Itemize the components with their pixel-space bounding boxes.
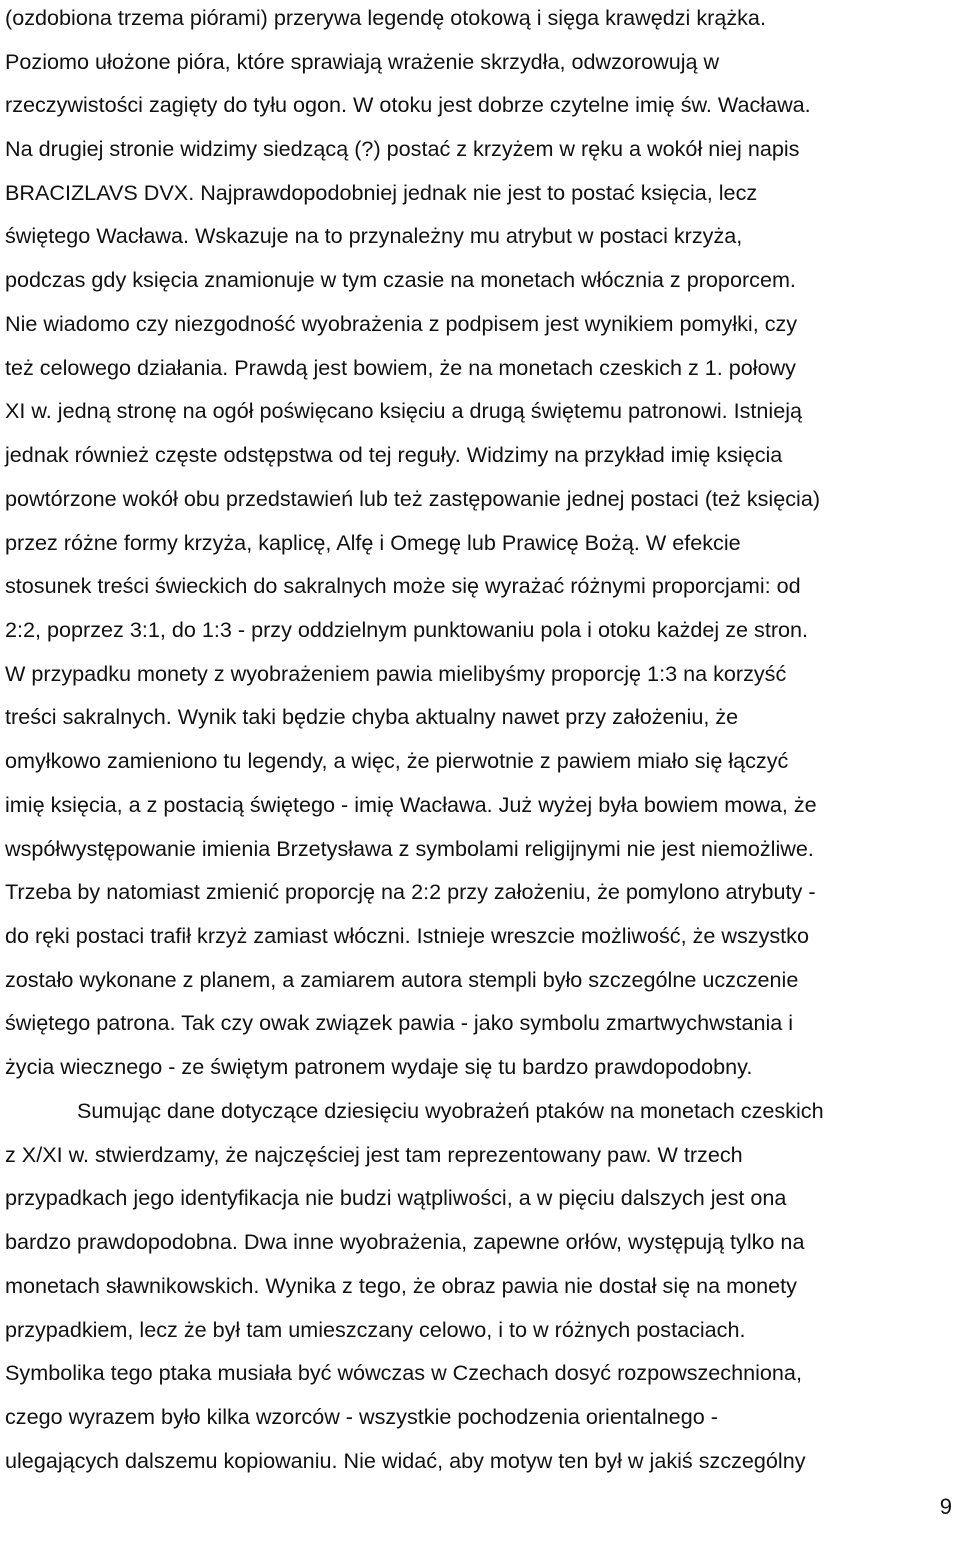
- text-line: świętego patrona. Tak czy owak związek pawia - jako symbolu zmartwychwstania i: [5, 1010, 794, 1035]
- text-line: stosunek treści świeckich do sakralnych może się wyrażać różnymi proporcjami: od: [5, 573, 801, 598]
- text-line: przypadkach jego identyfikacja nie budzi wątpliwości, a w pięciu dalszych jest ona: [5, 1185, 787, 1210]
- text-line: rzeczywistości zagięty do tyłu ogon. W otoku jest dobrze czytelne imię św. Wacława.: [5, 92, 811, 117]
- text-line: omyłkowo zamieniono tu legendy, a więc, że pierwotnie z pawiem miało się łączyć: [5, 748, 789, 773]
- text-line: przez różne formy krzyża, kaplicę, Alfę i Omegę lub Prawicę Bożą. W efekcie: [5, 530, 741, 555]
- text-line: Symbolika tego ptaka musiała być wówczas w Czechach dosyć rozpowszechniona,: [5, 1360, 802, 1385]
- text-line: współwystępowanie imienia Brzetysława z symbolami religijnymi nie jest niemożliwe.: [5, 836, 814, 861]
- text-line: ulegających dalszemu kopiowaniu. Nie widać, aby motyw ten był w jakiś szczególny: [5, 1448, 806, 1473]
- text-line: Na drugiej stronie widzimy siedzącą (?) postać z krzyżem w ręku a wokół niej napis: [5, 136, 800, 161]
- text-line: życia wiecznego - ze świętym patronem wydaje się tu bardzo prawdopodobny.: [5, 1054, 753, 1079]
- text-line: W przypadku monety z wyobrażeniem pawia mielibyśmy proporcję 1:3 na korzyść: [5, 661, 787, 686]
- text-line: przypadkiem, lecz że był tam umieszczany celowo, i to w różnych postaciach.: [5, 1317, 746, 1342]
- text-line: imię księcia, a z postacią świętego - imię Wacława. Już wyżej była bowiem mowa, że: [5, 792, 817, 817]
- text-line: monetach sławnikowskich. Wynika z tego, że obraz pawia nie dostał się na monety: [5, 1273, 797, 1298]
- text-line: zostało wykonane z planem, a zamiarem autora stempli było szczególne uczczenie: [5, 967, 799, 992]
- text-line: Poziomo ułożone pióra, które sprawiają wrażenie skrzydła, odwzorowują w: [5, 49, 720, 74]
- text-line: Sumując dane dotyczące dziesięciu wyobrażeń ptaków na monetach czeskich: [77, 1098, 824, 1123]
- page-number: 9: [939, 1494, 952, 1519]
- text-line: BRACIZLAVS DVX. Najprawdopodobniej jednak nie jest to postać księcia, lecz: [5, 180, 758, 205]
- text-line: z X/XI w. stwierdzamy, że najczęściej jest tam reprezentowany paw. W trzech: [5, 1142, 743, 1167]
- text-line: XI w. jedną stronę na ogół poświęcano księciu a drugą świętemu patronowi. Istnieją: [5, 398, 803, 423]
- text-line: czego wyrazem było kilka wzorców - wszystkie pochodzenia orientalnego -: [5, 1404, 718, 1429]
- text-line: jednak również częste odstępstwa od tej reguły. Widzimy na przykład imię księcia: [5, 442, 783, 467]
- text-line: do ręki postaci trafił krzyż zamiast włóczni. Istnieje wreszcie możliwość, że wszystko: [5, 923, 809, 948]
- text-line: powtórzone wokół obu przedstawień lub też zastępowanie jednej postaci (też księcia): [5, 486, 821, 511]
- text-line: treści sakralnych. Wynik taki będzie chyba aktualny nawet przy założeniu, że: [5, 704, 739, 729]
- text-line: bardzo prawdopodobna. Dwa inne wyobrażenia, zapewne orłów, występują tylko na: [5, 1229, 805, 1254]
- text-line: podczas gdy księcia znamionuje w tym czasie na monetach włócznia z proporcem.: [5, 267, 796, 292]
- text-line: świętego Wacława. Wskazuje na to przynależny mu atrybut w postaci krzyża,: [5, 223, 743, 248]
- text-line: 2:2, poprzez 3:1, do 1:3 - przy oddzielnym punktowaniu pola i otoku każdej ze stron.: [5, 617, 809, 642]
- text-line: Trzeba by natomiast zmienić proporcję na 2:2 przy założeniu, że pomylono atrybuty -: [5, 879, 816, 904]
- text-line: Nie wiadomo czy niezgodność wyobrażenia z podpisem jest wynikiem pomyłki, czy: [5, 311, 798, 336]
- text-line: też celowego działania. Prawdą jest bowiem, że na monetach czeskich z 1. połowy: [5, 355, 796, 380]
- text-line: (ozdobiona trzema piórami) przerywa legendę otokową i sięga krawędzi krążka.: [5, 5, 766, 30]
